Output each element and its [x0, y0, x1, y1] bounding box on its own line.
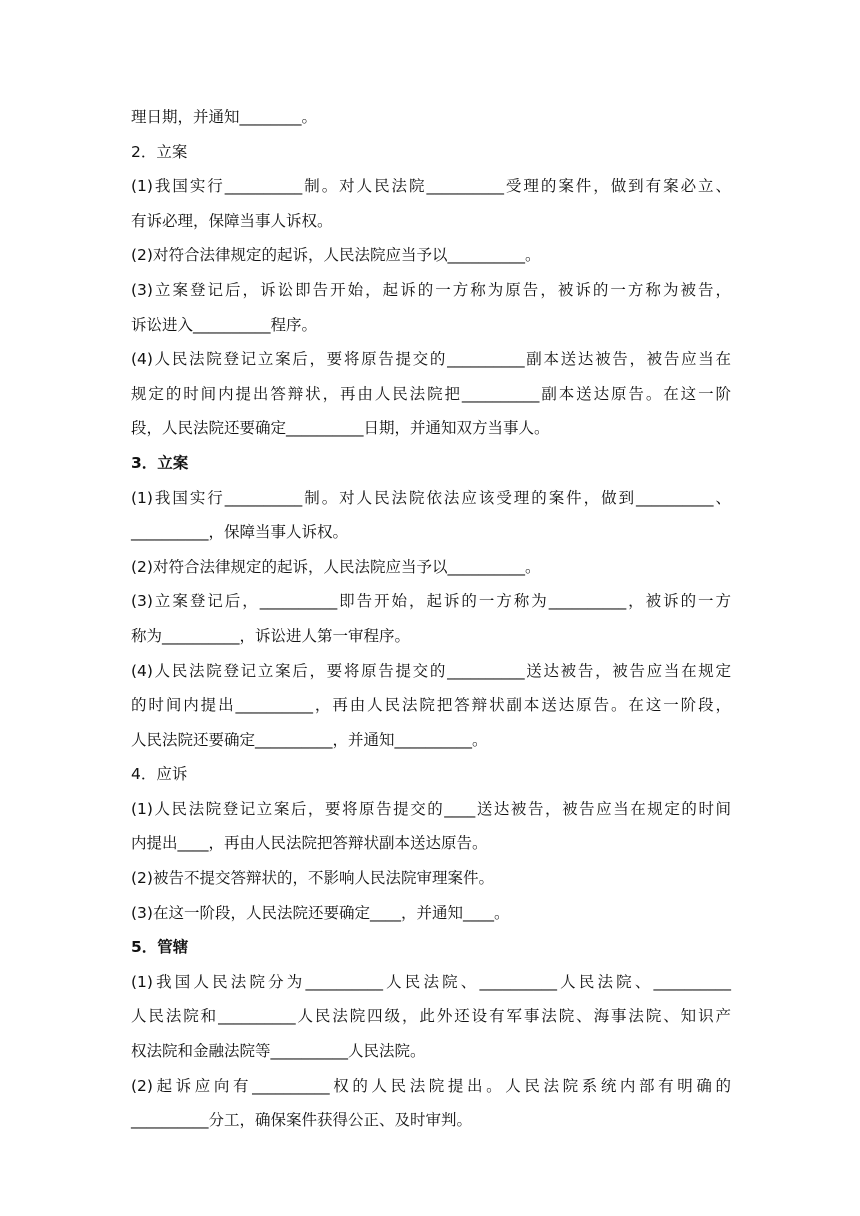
text-line: 规定的时间内提出答辩状，再由人民法院把__________副本送达原告。在这一阶 — [131, 384, 731, 403]
text-line: (2)对符合法律规定的起诉，人民法院应当予以__________。 — [131, 557, 541, 576]
text-line: (4)人民法院登记立案后，要将原告提交的__________副本送达被告，被告应当在 — [131, 350, 731, 369]
text-line: (1)人民法院登记立案后，要将原告提交的____送达被告，被告应当在规定的时间 — [131, 799, 731, 818]
text-line: (3)在这一阶段，人民法院还要确定____，并通知____。 — [131, 903, 510, 922]
text-line: (3)立案登记后，__________即告开始，起诉的一方称为__________，被诉的一方 — [131, 592, 731, 611]
text-line: (1)我国实行__________制。对人民法院依法应该受理的案件，做到__________、 — [131, 488, 731, 507]
text-line: 段，人民法院还要确定__________日期，并通知双方当事人。 — [131, 419, 550, 438]
text-line: (4)人民法院登记立案后，要将原告提交的__________送达被告，被告应当在规定 — [131, 661, 731, 680]
text-line: 称为__________，诉讼进人第一审程序。 — [131, 626, 411, 645]
document-page — [131, 100, 731, 1138]
text-line: (2)起诉应向有__________权的人民法院提出。人民法院系统内部有明确的 — [131, 1076, 731, 1095]
text-line: (1)我国人民法院分为__________人民法院、__________人民法院、__________ — [131, 972, 731, 991]
text-line: 理日期，并通知________。 — [131, 108, 318, 126]
text-line: 内提出____，再由人民法院把答辩状副本送达原告。 — [131, 834, 488, 853]
section-heading: 3．立案 — [131, 453, 189, 472]
document-body — [131, 100, 731, 1138]
text-line: 有诉必理，保障当事人诉权。 — [131, 211, 333, 230]
text-line: (3)立案登记后，诉讼即告开始，起诉的一方称为原告，被诉的一方称为被告， — [131, 280, 731, 299]
text-line: 权法院和金融法院等__________人民法院。 — [131, 1042, 426, 1061]
text-line: 2．立案 — [131, 142, 188, 161]
text-line: __________分工，确保案件获得公正、及时审判。 — [131, 1111, 473, 1130]
text-line: 诉讼进入__________程序。 — [131, 315, 318, 334]
text-line: __________，保障当事人诉权。 — [131, 523, 349, 542]
text-line: 4．应诉 — [131, 765, 188, 784]
text-line: (2)对符合法律规定的起诉，人民法院应当予以__________。 — [131, 246, 541, 265]
text-line: 的时间内提出__________，再由人民法院把答辩状副本送达原告。在这一阶段， — [131, 696, 731, 715]
section-heading: 5．管辖 — [131, 938, 189, 957]
text-line: (2)被告不提交答辩状的，不影响人民法院审理案件。 — [131, 869, 494, 888]
text-line: 人民法院还要确定__________，并通知__________。 — [131, 730, 488, 749]
text-line: 人民法院和__________人民法院四级，此外还设有军事法院、海事法院、知识产 — [131, 1007, 731, 1026]
text-line: (1)我国实行__________制。对人民法院__________受理的案件，做到有案必立、 — [131, 177, 731, 196]
